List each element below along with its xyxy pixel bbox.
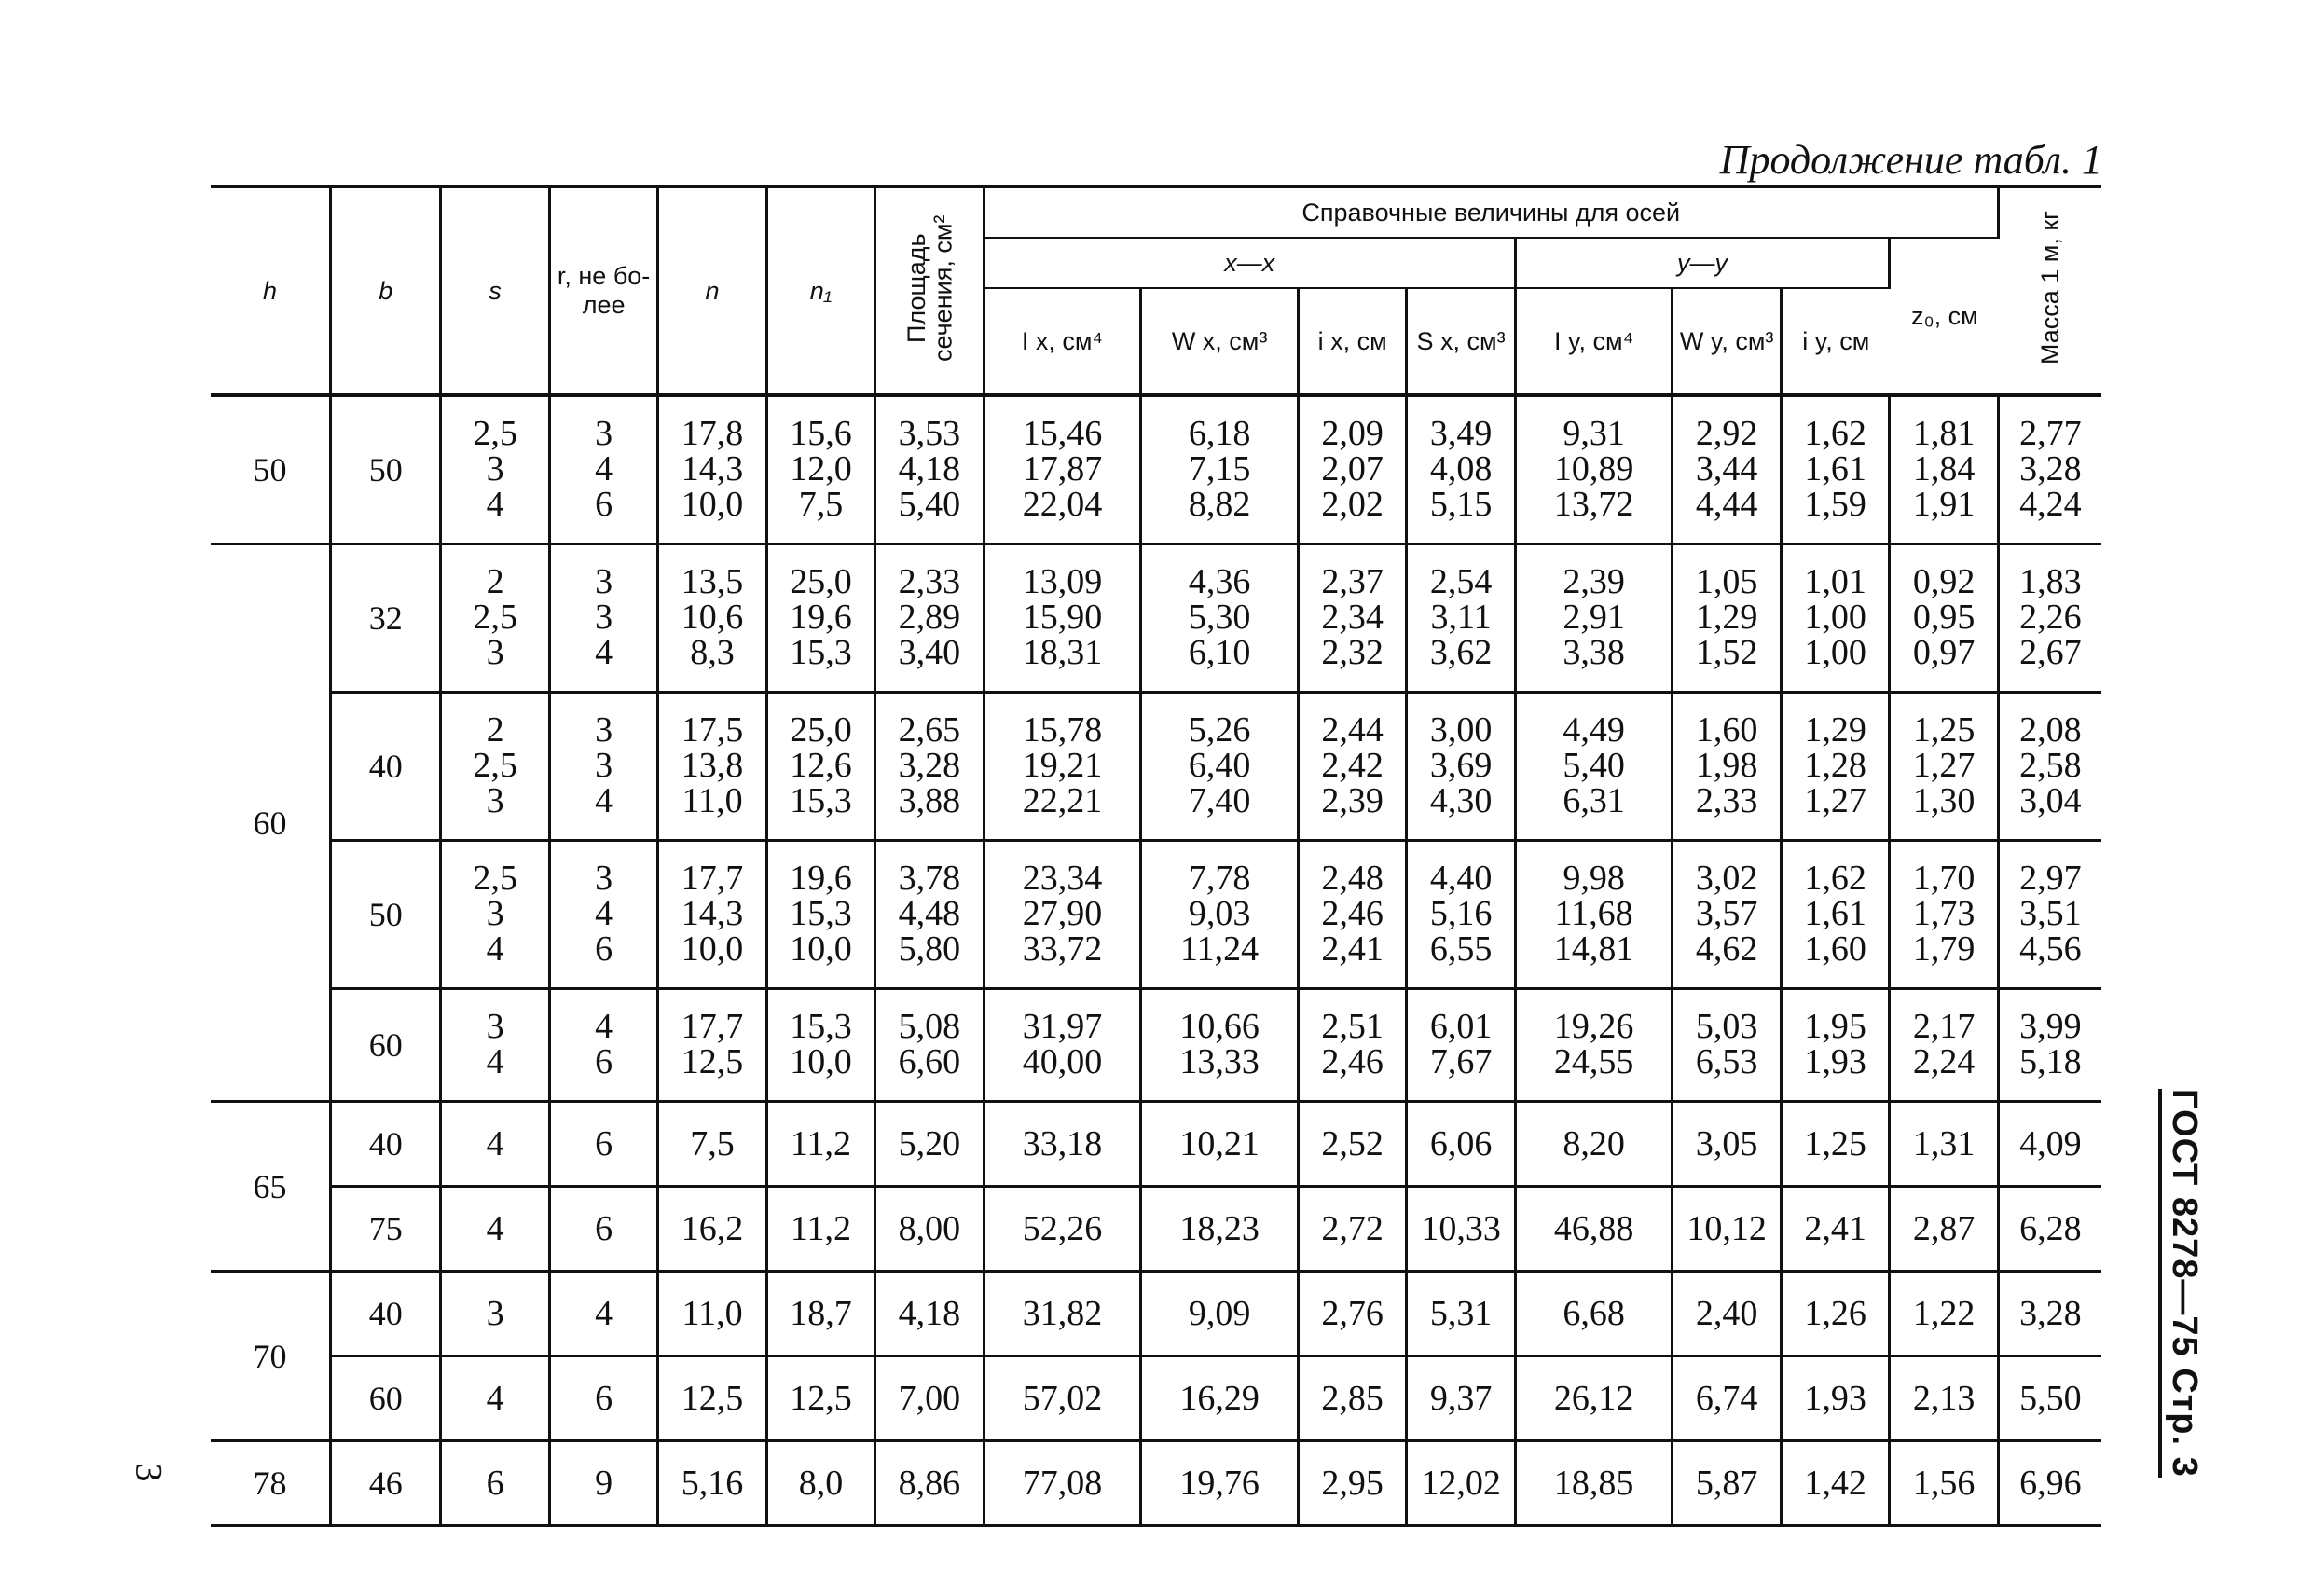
cell-iy: 26,12 bbox=[1515, 1356, 1673, 1441]
cell-s: 2 2,5 3 bbox=[441, 544, 549, 693]
cell-a: 5,20 bbox=[875, 1102, 984, 1187]
cell-r: 4 6 bbox=[549, 989, 657, 1102]
table-header bbox=[211, 186, 2101, 395]
cell-r: 3 4 6 bbox=[549, 841, 657, 989]
header-Iy: I y, см⁴ bbox=[1515, 288, 1673, 395]
cell-z0: 1,25 1,27 1,30 bbox=[1890, 693, 1999, 841]
cell-wy: 6,74 bbox=[1673, 1356, 1781, 1441]
cell-b: 40 bbox=[330, 1102, 440, 1187]
cell-z0: 1,22 bbox=[1890, 1272, 1999, 1356]
cell-s: 3 4 bbox=[441, 989, 549, 1102]
cell-ix: 2,72 bbox=[1298, 1187, 1406, 1272]
cell-m: 2,77 3,28 4,24 bbox=[1998, 395, 2101, 544]
table-row bbox=[211, 1356, 2101, 1441]
cell-ix: 2,52 bbox=[1298, 1102, 1406, 1187]
cell-wy: 2,92 3,44 4,44 bbox=[1673, 395, 1781, 544]
cell-s: 2 2,5 3 bbox=[441, 693, 549, 841]
cell-r: 3 3 4 bbox=[549, 693, 657, 841]
cell-iy: 1,25 bbox=[1781, 1102, 1889, 1187]
cell-b: 60 bbox=[330, 989, 440, 1102]
header-ix: i x, см bbox=[1298, 288, 1406, 395]
cell-m: 5,50 bbox=[1998, 1356, 2101, 1441]
cell-b: 32 bbox=[330, 544, 440, 693]
cell-m: 6,28 bbox=[1998, 1187, 2101, 1272]
cell-n: 17,8 14,3 10,0 bbox=[658, 395, 766, 544]
cell-m: 2,97 3,51 4,56 bbox=[1998, 841, 2101, 989]
cell-wy: 1,05 1,29 1,52 bbox=[1673, 544, 1781, 693]
cell-iy: 1,26 bbox=[1781, 1272, 1889, 1356]
cell-wy: 2,40 bbox=[1673, 1272, 1781, 1356]
cell-wx: 6,18 7,15 8,82 bbox=[1141, 395, 1299, 544]
cell-ix: 31,97 40,00 bbox=[984, 989, 1141, 1102]
cell-n1: 8,0 bbox=[766, 1441, 874, 1526]
header-axis-yy: y—y bbox=[1515, 238, 1890, 288]
cell-b: 40 bbox=[330, 1272, 440, 1356]
cell-ix: 33,18 bbox=[984, 1102, 1141, 1187]
cell-ix: 52,26 bbox=[984, 1187, 1141, 1272]
header-Ix: I x, см⁴ bbox=[984, 288, 1141, 395]
cell-s: 2,5 3 4 bbox=[441, 395, 549, 544]
cell-s: 4 bbox=[441, 1187, 549, 1272]
cell-b: 40 bbox=[330, 693, 440, 841]
cell-z0: 1,70 1,73 1,79 bbox=[1890, 841, 1999, 989]
cell-ix: 2,85 bbox=[1298, 1356, 1406, 1441]
cell-wx: 19,76 bbox=[1141, 1441, 1299, 1526]
cell-wx: 16,29 bbox=[1141, 1356, 1299, 1441]
cell-iy: 1,95 1,93 bbox=[1781, 989, 1889, 1102]
cell-n1: 19,6 15,3 10,0 bbox=[766, 841, 874, 989]
cell-a: 3,78 4,48 5,80 bbox=[875, 841, 984, 989]
table-row bbox=[211, 989, 2101, 1102]
cell-h: 60 bbox=[211, 544, 330, 1102]
cell-sx: 4,40 5,16 6,55 bbox=[1407, 841, 1515, 989]
cell-ix: 23,34 27,90 33,72 bbox=[984, 841, 1141, 989]
cell-h: 50 bbox=[211, 395, 330, 544]
cell-r: 6 bbox=[549, 1187, 657, 1272]
cell-ix: 2,09 2,07 2,02 bbox=[1298, 395, 1406, 544]
cell-wy: 1,60 1,98 2,33 bbox=[1673, 693, 1781, 841]
cell-s: 2,5 3 4 bbox=[441, 841, 549, 989]
header-mass bbox=[1998, 186, 2101, 395]
cell-r: 6 bbox=[549, 1356, 657, 1441]
cell-s: 6 bbox=[441, 1441, 549, 1526]
table-row bbox=[211, 1272, 2101, 1356]
cell-wy: 5,87 bbox=[1673, 1441, 1781, 1526]
header-iy: i y, см bbox=[1781, 288, 1889, 395]
cell-b: 50 bbox=[330, 841, 440, 989]
table-row bbox=[211, 1187, 2101, 1272]
cell-r: 9 bbox=[549, 1441, 657, 1526]
cell-ix: 2,44 2,42 2,39 bbox=[1298, 693, 1406, 841]
cell-ix: 13,09 15,90 18,31 bbox=[984, 544, 1141, 693]
cell-sx: 3,49 4,08 5,15 bbox=[1407, 395, 1515, 544]
cell-wx: 5,26 6,40 7,40 bbox=[1141, 693, 1299, 841]
cell-iy: 1,62 1,61 1,60 bbox=[1781, 841, 1889, 989]
cell-wx: 7,78 9,03 11,24 bbox=[1141, 841, 1299, 989]
cell-r: 3 3 4 bbox=[549, 544, 657, 693]
table-row bbox=[211, 693, 2101, 841]
cell-n1: 25,0 12,6 15,3 bbox=[766, 693, 874, 841]
cell-wy: 3,02 3,57 4,62 bbox=[1673, 841, 1781, 989]
cell-z0: 1,81 1,84 1,91 bbox=[1890, 395, 1999, 544]
cell-b: 46 bbox=[330, 1441, 440, 1526]
cell-n: 11,0 bbox=[658, 1272, 766, 1356]
cell-b: 50 bbox=[330, 395, 440, 544]
cell-a: 4,18 bbox=[875, 1272, 984, 1356]
header-z0: z₀, см bbox=[1890, 238, 1999, 395]
cell-ix: 2,95 bbox=[1298, 1441, 1406, 1526]
cell-z0: 1,56 bbox=[1890, 1441, 1999, 1526]
cell-r: 4 bbox=[549, 1272, 657, 1356]
cell-ix: 77,08 bbox=[984, 1441, 1141, 1526]
cell-a: 7,00 bbox=[875, 1356, 984, 1441]
cell-iy: 19,26 24,55 bbox=[1515, 989, 1673, 1102]
cell-wx: 10,66 13,33 bbox=[1141, 989, 1299, 1102]
cell-sx: 6,01 7,67 bbox=[1407, 989, 1515, 1102]
cell-n: 17,7 12,5 bbox=[658, 989, 766, 1102]
cell-wy: 5,03 6,53 bbox=[1673, 989, 1781, 1102]
cell-iy: 4,49 5,40 6,31 bbox=[1515, 693, 1673, 841]
cell-b: 75 bbox=[330, 1187, 440, 1272]
cell-m: 4,09 bbox=[1998, 1102, 2101, 1187]
cell-a: 2,65 3,28 3,88 bbox=[875, 693, 984, 841]
cell-wy: 10,12 bbox=[1673, 1187, 1781, 1272]
cell-wx: 9,09 bbox=[1141, 1272, 1299, 1356]
cell-h: 78 bbox=[211, 1441, 330, 1526]
cell-sx: 12,02 bbox=[1407, 1441, 1515, 1526]
cell-n: 17,7 14,3 10,0 bbox=[658, 841, 766, 989]
header-mass-label: Масса 1 м, кг bbox=[2036, 210, 2065, 365]
cell-b: 60 bbox=[330, 1356, 440, 1441]
cell-sx: 3,00 3,69 4,30 bbox=[1407, 693, 1515, 841]
header-r: r, не бо- лее bbox=[549, 186, 657, 395]
cell-iy: 9,31 10,89 13,72 bbox=[1515, 395, 1673, 544]
header-Sx: S x, см³ bbox=[1407, 288, 1515, 395]
cell-z0: 2,13 bbox=[1890, 1356, 1999, 1441]
cell-iy: 8,20 bbox=[1515, 1102, 1673, 1187]
cell-wy: 3,05 bbox=[1673, 1102, 1781, 1187]
cell-iy: 1,42 bbox=[1781, 1441, 1889, 1526]
cell-ix: 2,48 2,46 2,41 bbox=[1298, 841, 1406, 989]
header-Wx: W x, см³ bbox=[1141, 288, 1299, 395]
profile-table bbox=[211, 185, 2101, 1527]
cell-sx: 9,37 bbox=[1407, 1356, 1515, 1441]
cell-ix: 15,46 17,87 22,04 bbox=[984, 395, 1141, 544]
cell-h: 70 bbox=[211, 1272, 330, 1441]
header-b: b bbox=[330, 186, 440, 395]
cell-ix: 2,37 2,34 2,32 bbox=[1298, 544, 1406, 693]
cell-z0: 0,92 0,95 0,97 bbox=[1890, 544, 1999, 693]
cell-a: 5,08 6,60 bbox=[875, 989, 984, 1102]
header-area-label: Площадь сечения, см² bbox=[902, 213, 957, 362]
cell-sx: 6,06 bbox=[1407, 1102, 1515, 1187]
cell-n: 12,5 bbox=[658, 1356, 766, 1441]
cell-iy: 46,88 bbox=[1515, 1187, 1673, 1272]
cell-n: 7,5 bbox=[658, 1102, 766, 1187]
side-label: ГОСТ 8278—75 Стр. 3 bbox=[2158, 1089, 2204, 1478]
cell-wx: 10,21 bbox=[1141, 1102, 1299, 1187]
cell-a: 8,86 bbox=[875, 1441, 984, 1526]
cell-n: 17,5 13,8 11,0 bbox=[658, 693, 766, 841]
header-area bbox=[875, 186, 984, 395]
page-number: 3 bbox=[128, 1463, 171, 1482]
cell-sx: 2,54 3,11 3,62 bbox=[1407, 544, 1515, 693]
cell-a: 3,53 4,18 5,40 bbox=[875, 395, 984, 544]
cell-iy: 6,68 bbox=[1515, 1272, 1673, 1356]
cell-s: 3 bbox=[441, 1272, 549, 1356]
cell-iy: 9,98 11,68 14,81 bbox=[1515, 841, 1673, 989]
header-Wy: W y, см³ bbox=[1673, 288, 1781, 395]
cell-iy: 2,39 2,91 3,38 bbox=[1515, 544, 1673, 693]
table-row bbox=[211, 544, 2101, 693]
cell-n1: 18,7 bbox=[766, 1272, 874, 1356]
cell-iy: 1,93 bbox=[1781, 1356, 1889, 1441]
header-ref: Справочные величины для осей bbox=[984, 186, 1998, 238]
cell-iy: 18,85 bbox=[1515, 1441, 1673, 1526]
cell-m: 2,08 2,58 3,04 bbox=[1998, 693, 2101, 841]
cell-ix: 31,82 bbox=[984, 1272, 1141, 1356]
header-n: n bbox=[658, 186, 766, 395]
header-axis-xx: x—x bbox=[984, 238, 1515, 288]
cell-z0: 2,17 2,24 bbox=[1890, 989, 1999, 1102]
cell-a: 8,00 bbox=[875, 1187, 984, 1272]
cell-a: 2,33 2,89 3,40 bbox=[875, 544, 984, 693]
header-h: h bbox=[211, 186, 330, 395]
cell-iy: 1,29 1,28 1,27 bbox=[1781, 693, 1889, 841]
cell-iy: 1,01 1,00 1,00 bbox=[1781, 544, 1889, 693]
cell-wx: 18,23 bbox=[1141, 1187, 1299, 1272]
cell-n: 13,5 10,6 8,3 bbox=[658, 544, 766, 693]
table-body bbox=[211, 395, 2101, 1526]
cell-m: 3,99 5,18 bbox=[1998, 989, 2101, 1102]
cell-n1: 11,2 bbox=[766, 1102, 874, 1187]
cell-sx: 10,33 bbox=[1407, 1187, 1515, 1272]
cell-s: 4 bbox=[441, 1356, 549, 1441]
cell-s: 4 bbox=[441, 1102, 549, 1187]
cell-n1: 12,5 bbox=[766, 1356, 874, 1441]
cell-n1: 15,3 10,0 bbox=[766, 989, 874, 1102]
header-s: s bbox=[441, 186, 549, 395]
cell-ix: 2,51 2,46 bbox=[1298, 989, 1406, 1102]
header-n1: n₁ bbox=[766, 186, 874, 395]
cell-z0: 1,31 bbox=[1890, 1102, 1999, 1187]
cell-z0: 2,87 bbox=[1890, 1187, 1999, 1272]
cell-n1: 25,0 19,6 15,3 bbox=[766, 544, 874, 693]
table-row bbox=[211, 841, 2101, 989]
cell-iy: 1,62 1,61 1,59 bbox=[1781, 395, 1889, 544]
cell-r: 6 bbox=[549, 1102, 657, 1187]
cell-ix: 15,78 19,21 22,21 bbox=[984, 693, 1141, 841]
cell-r: 3 4 6 bbox=[549, 395, 657, 544]
cell-m: 6,96 bbox=[1998, 1441, 2101, 1526]
cell-m: 3,28 bbox=[1998, 1272, 2101, 1356]
cell-n: 5,16 bbox=[658, 1441, 766, 1526]
cell-sx: 5,31 bbox=[1407, 1272, 1515, 1356]
cell-m: 1,83 2,26 2,67 bbox=[1998, 544, 2101, 693]
table-row bbox=[211, 1441, 2101, 1526]
cell-n: 16,2 bbox=[658, 1187, 766, 1272]
cell-wx: 4,36 5,30 6,10 bbox=[1141, 544, 1299, 693]
cell-ix: 2,76 bbox=[1298, 1272, 1406, 1356]
table-row bbox=[211, 1102, 2101, 1187]
cell-h: 65 bbox=[211, 1102, 330, 1272]
table-row bbox=[211, 395, 2101, 544]
cell-n1: 11,2 bbox=[766, 1187, 874, 1272]
cell-n1: 15,6 12,0 7,5 bbox=[766, 395, 874, 544]
cell-iy: 2,41 bbox=[1781, 1187, 1889, 1272]
table-caption: Продолжение табл. 1 bbox=[1719, 137, 2102, 183]
cell-ix: 57,02 bbox=[984, 1356, 1141, 1441]
